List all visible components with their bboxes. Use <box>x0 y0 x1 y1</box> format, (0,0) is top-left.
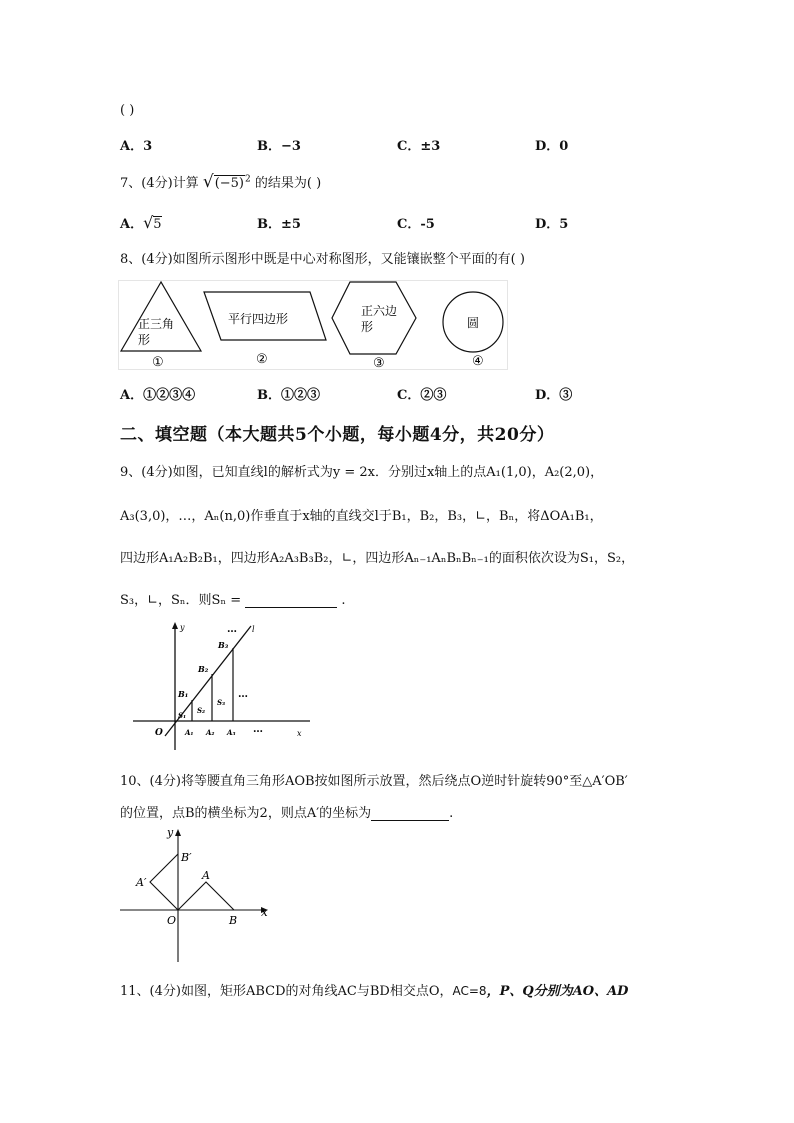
q11-text: 11、(4分)如图，矩形ABCD的对角线AC与BD相交点O， <box>120 984 453 999</box>
q10-line-2-text: 的位置，点B的横坐标为2，则点A′的坐标为 <box>120 806 372 821</box>
q8-figure <box>118 280 508 370</box>
q10-label-y: y <box>167 826 174 839</box>
q9-line-4-text: S₃，∟，Sₙ．则Sₙ = <box>120 593 242 608</box>
q7-text-before: 计算 <box>172 176 199 191</box>
q9-line-4 <box>120 589 346 608</box>
q11-text-end: ，P、Q分别为AO、AD <box>486 984 629 999</box>
q9-graph-svg <box>125 618 325 753</box>
q7-text-after: 的结果为( ) <box>254 176 322 191</box>
q9-label-s1: S₁ <box>178 711 187 720</box>
q9-top-dots: … <box>227 624 237 635</box>
q7-option-b: B．±5 <box>257 217 301 232</box>
q10-triangle-aob <box>178 882 234 910</box>
q9-line-1: 9、(4分)如图，已知直线l的解析式为y = 2x．分别过x轴上的点A₁(1,0)，A₂(2,0)， <box>120 465 604 480</box>
circle-label: 圆 <box>467 316 480 330</box>
q10-label-a-prime: A′ <box>136 876 147 889</box>
q7-option-a-radicand: 5 <box>153 217 162 232</box>
q9-label-s3: S₃ <box>217 698 226 707</box>
q9-label-b1: B₁ <box>178 689 189 699</box>
q7-sqrt-expression: $√(-5)^2$ <box>202 172 251 192</box>
q9-label-l: l <box>252 625 255 634</box>
section-2-heading: 二、填空题（本大题共5个小题，每小题4分，共20分） <box>120 425 555 445</box>
q8-option-b: B．①②③ <box>257 388 320 403</box>
q9-label-b2: B₂ <box>198 664 209 674</box>
q9-mid-dots: … <box>238 689 248 700</box>
q10-line-1: 10、(4分)将等腰直角三角形AOB按如图所示放置，然后绕点O逆时针旋转90°至△A′OB′ <box>120 774 628 789</box>
q11-ac-value: AC=8 <box>452 984 487 998</box>
q10-figure <box>118 824 278 964</box>
q8-shapes-svg <box>118 280 508 370</box>
q9-label-a2: A₂ <box>206 728 215 737</box>
q8-option-d: D．③ <box>535 388 573 403</box>
q6-option-d: D．0 <box>535 139 569 154</box>
q7-option-d: D．5 <box>535 217 569 232</box>
q10-answer-blank[interactable] <box>371 806 449 821</box>
hexagon-label-2: 形 <box>361 320 374 334</box>
question-11 <box>120 980 628 999</box>
q6-answer-paren: ( ) <box>120 103 135 118</box>
q10-triangle-a-prime-o-b-prime <box>150 854 178 910</box>
q9-label-x: x <box>297 729 302 738</box>
q9-line-2: A₃(3,0)，…，Aₙ(n,0)作垂直于x轴的直线交l于B₁，B₂，B₃，∟，Bₙ，将ΔOA₁B₁， <box>120 509 603 524</box>
q9-line-4-end: . <box>341 593 346 608</box>
q9-label-o: O <box>155 728 163 738</box>
q7-radicand: (−5) <box>214 176 244 191</box>
hexagon-label-1: 正六边 <box>361 304 398 318</box>
q9-label-a1: A₁ <box>185 728 194 737</box>
q10-label-b-prime: B′ <box>181 851 192 864</box>
q6-option-c: C．±3 <box>397 139 441 154</box>
q7-option-a-prefix: A． <box>120 217 144 232</box>
q9-label-s2: S₂ <box>197 706 206 715</box>
q10-y-arrow <box>175 829 181 836</box>
q10-label-o: O <box>167 914 177 927</box>
q10-label-a: A <box>202 869 210 882</box>
question-7 <box>120 172 321 192</box>
q9-figure <box>125 618 325 753</box>
q6-option-a: A．3 <box>120 139 153 154</box>
hexagon-number: ③ <box>373 356 385 370</box>
q9-line-3: 四边形A₁A₂B₂B₁，四边形A₂A₃B₃B₂，∟，四边形Aₙ₋₁AₙBₙBₙ₋₁的面积依次设为S₁，S₂， <box>120 551 635 566</box>
parallelogram-number: ② <box>256 352 268 367</box>
q10-line-2 <box>120 802 453 821</box>
q9-x-dots: … <box>253 724 263 735</box>
q7-option-c: C．-5 <box>397 217 435 232</box>
q7-exponent: 2 <box>245 174 251 185</box>
q9-answer-blank[interactable] <box>245 593 337 608</box>
triangle-label-2: 形 <box>138 333 151 347</box>
q9-label-y: y <box>180 623 185 632</box>
question-8: 8、(4分)如图所示图形中既是中心对称图形，又能镶嵌整个平面的有( ) <box>120 252 525 267</box>
circle-number: ④ <box>472 354 484 369</box>
q9-label-a3: A₃ <box>227 728 236 737</box>
q8-option-c: C．②③ <box>397 388 447 403</box>
triangle-number: ① <box>152 355 164 370</box>
q10-label-x: x <box>261 905 268 919</box>
hexagon-shape <box>332 282 416 354</box>
triangle-label-1: 正三角 <box>138 317 175 331</box>
q6-option-b: B．−3 <box>257 139 301 154</box>
q9-y-arrow <box>172 622 178 629</box>
q9-label-b3: B₃ <box>218 640 229 650</box>
q7-option-a: A．√5 <box>120 213 162 232</box>
parallelogram-label: 平行四边形 <box>228 312 289 326</box>
q7-number: 7、(4分) <box>120 176 173 191</box>
q10-label-b: B <box>229 914 238 927</box>
q10-graph-svg <box>118 824 278 964</box>
q8-figure-border <box>119 281 508 370</box>
q10-line-2-end: . <box>449 806 454 821</box>
q8-option-a: A．①②③④ <box>120 388 196 403</box>
